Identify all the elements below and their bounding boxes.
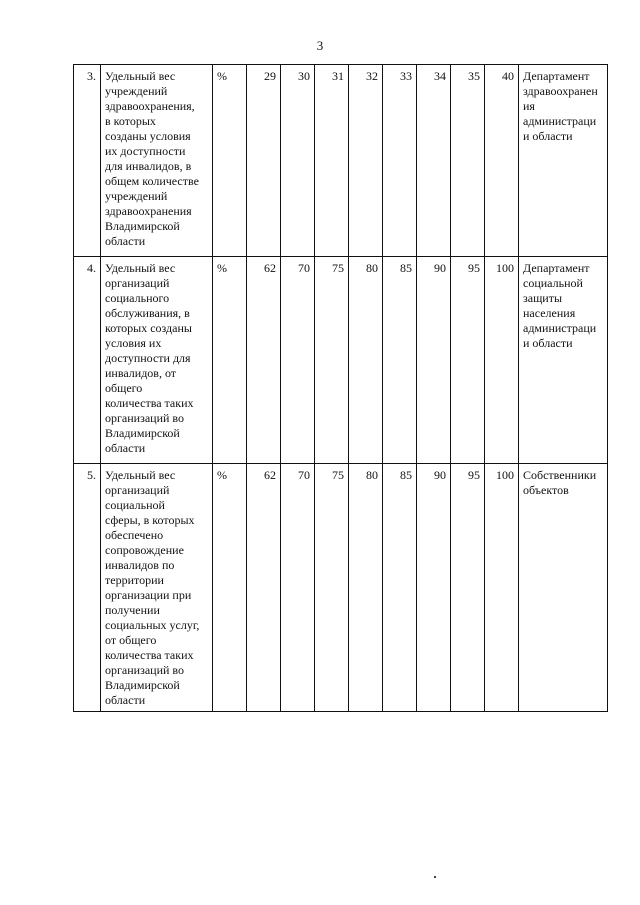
indicator-name-line: социальных услуг, <box>105 618 200 632</box>
indicator-name-line: здравоохранения, <box>105 99 195 113</box>
value-cell: 40 <box>485 65 519 257</box>
value-cell: 62 <box>247 257 281 464</box>
value-cell: 100 <box>485 257 519 464</box>
indicator-name-line: организаций во <box>105 411 185 425</box>
responsible-executor-line: населения <box>523 306 576 320</box>
indicator-name-line: Владимирской <box>105 219 180 233</box>
value-cell: 95 <box>451 464 485 712</box>
indicator-name-line: количества таких <box>105 648 194 662</box>
indicator-name-line: количества таких <box>105 396 194 410</box>
row-number: 4. <box>74 257 101 464</box>
indicator-name-line: обслуживания, в <box>105 306 190 320</box>
value-cell: 95 <box>451 257 485 464</box>
indicator-name-line: организаций <box>105 276 170 290</box>
unit-cell: % <box>213 257 247 464</box>
indicator-name-line: общем количестве <box>105 174 199 188</box>
value-cell: 30 <box>281 65 315 257</box>
indicator-name <box>101 464 213 712</box>
indicator-name-line: Владимирской <box>105 678 180 692</box>
responsible-executor-line: и области <box>523 129 573 143</box>
indicator-name-line: социального <box>105 291 170 305</box>
indicator-name-line: области <box>105 234 146 248</box>
indicators-table <box>73 64 608 712</box>
value-cell: 33 <box>383 65 417 257</box>
indicator-name-line: территории <box>105 573 164 587</box>
value-cell: 62 <box>247 464 281 712</box>
indicator-name-line: обеспечено <box>105 528 164 542</box>
value-cell: 85 <box>383 257 417 464</box>
indicator-name-line: области <box>105 693 146 707</box>
indicator-name-line: созданы условия <box>105 129 191 143</box>
indicator-name-line: организации при <box>105 588 192 602</box>
indicator-name-line: общего <box>105 381 143 395</box>
value-cell: 70 <box>281 464 315 712</box>
indicator-name-line: Удельный вес <box>105 69 176 83</box>
indicator-name-line: Удельный вес <box>105 468 176 482</box>
unit-cell: % <box>213 464 247 712</box>
value-cell: 90 <box>417 257 451 464</box>
indicator-name-line: Владимирской <box>105 426 180 440</box>
indicator-name-line: организаций <box>105 483 170 497</box>
responsible-executor-line: здравоохранен <box>523 84 598 98</box>
value-cell: 29 <box>247 65 281 257</box>
row-number: 5. <box>74 464 101 712</box>
value-cell: 34 <box>417 65 451 257</box>
value-cell: 100 <box>485 464 519 712</box>
row-number: 3. <box>74 65 101 257</box>
page-number: 3 <box>316 38 324 53</box>
indicator-name-line: сферы, в которых <box>105 513 195 527</box>
responsible-executor-line: администраци <box>523 114 597 128</box>
indicator-name-line: Удельный вес <box>105 261 176 275</box>
responsible-executor-line: Департамент <box>523 69 590 83</box>
responsible-executor-line: ия <box>523 99 535 113</box>
responsible-executor-line: защиты <box>523 291 563 305</box>
value-cell: 80 <box>349 257 383 464</box>
indicator-name <box>101 257 213 464</box>
indicator-name <box>101 65 213 257</box>
indicator-name-line: учреждений <box>105 189 168 203</box>
indicator-name-line: доступности для <box>105 351 191 365</box>
responsible-executor-line: Собственники <box>523 468 597 482</box>
indicator-name-line: от общего <box>105 633 157 647</box>
value-cell: 32 <box>349 65 383 257</box>
scan-speck <box>434 876 436 878</box>
indicator-name-line: организаций во <box>105 663 185 677</box>
responsible-executor-line: администраци <box>523 321 597 335</box>
indicator-name-line: инвалидов, от <box>105 366 177 380</box>
indicator-name-line: получении <box>105 603 160 617</box>
responsible-executor-line: объектов <box>523 483 569 497</box>
table-row <box>74 464 608 712</box>
indicator-name-line: социальной <box>105 498 165 512</box>
unit-cell: % <box>213 65 247 257</box>
indicator-name-line: условия их <box>105 336 162 350</box>
value-cell: 80 <box>349 464 383 712</box>
indicator-name-line: области <box>105 441 146 455</box>
indicator-name-line: здравоохранения <box>105 204 192 218</box>
responsible-executor <box>519 65 608 257</box>
responsible-executor-line: и области <box>523 336 573 350</box>
value-cell: 85 <box>383 464 417 712</box>
indicator-name-line: для инвалидов, в <box>105 159 192 173</box>
value-cell: 31 <box>315 65 349 257</box>
value-cell: 35 <box>451 65 485 257</box>
responsible-executor-line: Департамент <box>523 261 590 275</box>
table-body <box>74 65 608 712</box>
indicator-name-line: в которых <box>105 114 156 128</box>
value-cell: 75 <box>315 464 349 712</box>
indicator-name-line: инвалидов по <box>105 558 175 572</box>
table-row <box>74 257 608 464</box>
indicator-name-line: учреждений <box>105 84 168 98</box>
indicator-name-line: их доступности <box>105 144 186 158</box>
indicator-name-line: сопровождение <box>105 543 184 557</box>
table-row <box>74 65 608 257</box>
value-cell: 90 <box>417 464 451 712</box>
indicator-name-line: которых созданы <box>105 321 192 335</box>
responsible-executor <box>519 257 608 464</box>
value-cell: 70 <box>281 257 315 464</box>
responsible-executor <box>519 464 608 712</box>
responsible-executor-line: социальной <box>523 276 583 290</box>
value-cell: 75 <box>315 257 349 464</box>
